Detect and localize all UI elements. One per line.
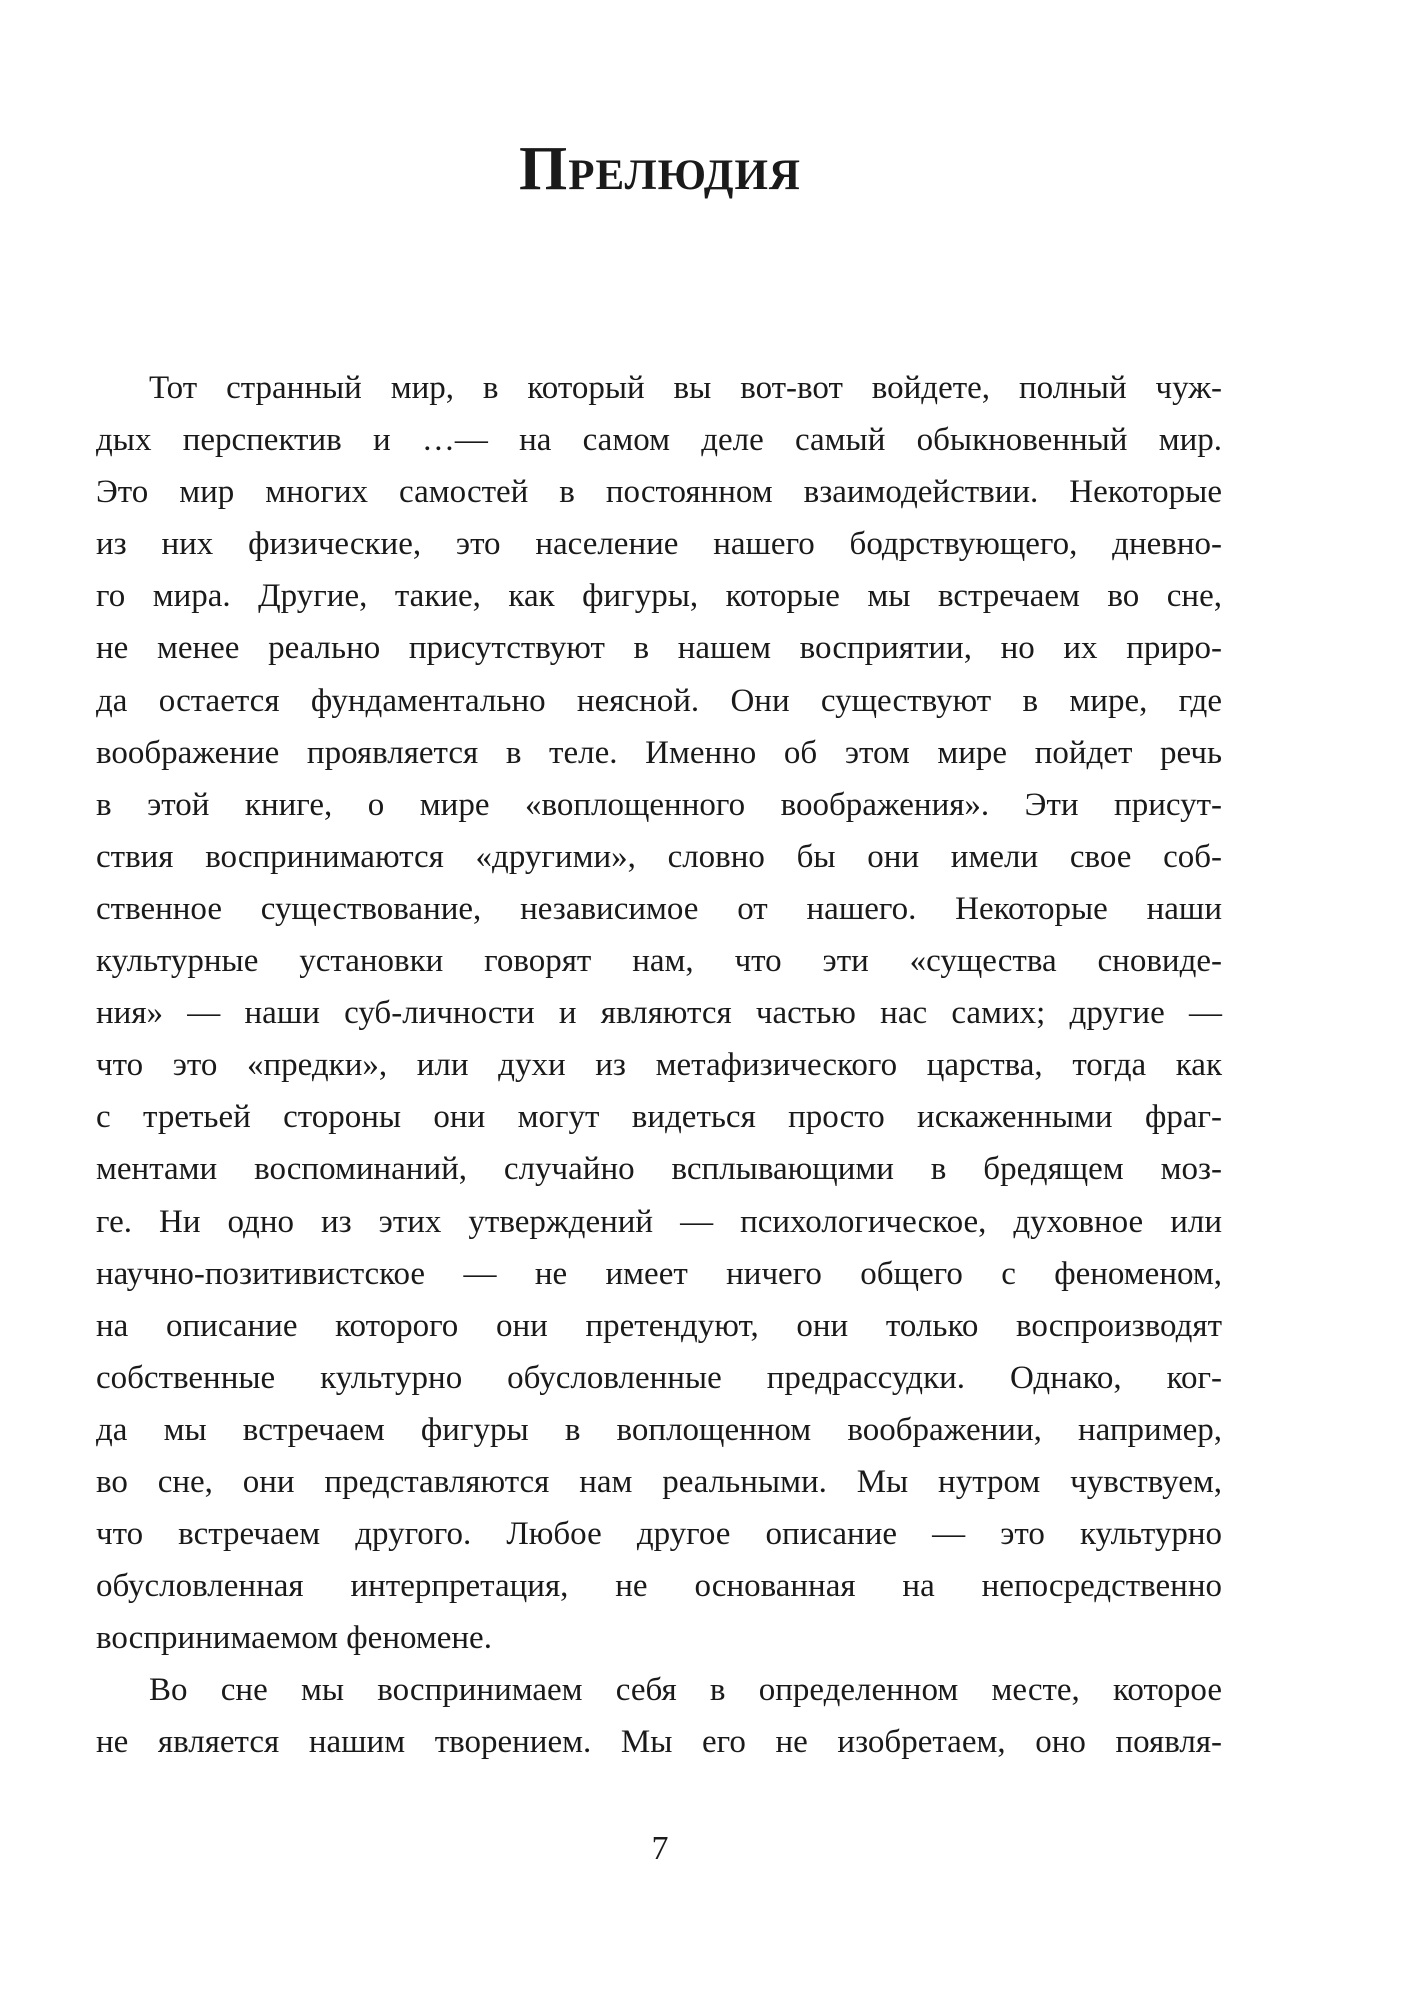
text-line: го мира. Другие, такие, как фигуры, которые мы встречаем во сне, [96, 578, 1222, 615]
text-line: в этой книге, о мире «воплощенного воображения». Эти присут- [96, 786, 1222, 823]
text-line: да мы встречаем фигуры в воплощенном воображении, например, [96, 1411, 1222, 1448]
text-line: Тот странный мир, в который вы вот-вот войдете, полный чуж- [149, 370, 1222, 406]
text-line: собственные культурно обусловленные предрассудки. Однако, ког- [96, 1359, 1222, 1396]
body-text [96, 362, 1222, 1769]
text-line: на описание которого они претендуют, они только воспроизводят [96, 1307, 1222, 1344]
text-line: да остается фундаментально неясной. Они существуют в мире, где [96, 682, 1222, 719]
text-line: во сне, они представляются нам реальными. Мы нутром чувствуем, [96, 1463, 1222, 1500]
text-line: ствия воспринимаются «другими», словно бы они имели свое соб- [96, 838, 1222, 875]
text-line: ге. Ни одно из этих утверждений — психологическое, духовное или [96, 1203, 1222, 1240]
text-line: из них физические, это население нашего бодрствующего, дневно- [96, 526, 1222, 563]
text-line: что это «предки», или духи из метафизического царства, тогда как [96, 1047, 1222, 1084]
text-line: воспринимаемом феномене. [96, 1620, 492, 1657]
text-line: ментами воспоминаний, случайно всплывающими в бредящем моз- [96, 1151, 1222, 1188]
text-line: не является нашим творением. Мы его не изобретаем, оно появля- [96, 1724, 1222, 1761]
text-line: что встречаем другого. Любое другое описание — это культурно [96, 1516, 1222, 1553]
text-line: ния» — наши суб-личности и являются частью нас самих; другие — [96, 995, 1222, 1032]
page-number: 7 [651, 1830, 669, 1867]
text-line: Это мир многих самостей в постоянном взаимодействии. Некоторые [96, 474, 1222, 511]
chapter-title: Прелюдия [519, 135, 801, 203]
paragraph [96, 1664, 1222, 1768]
text-line: ственное существование, независимое от нашего. Некоторые наши [96, 890, 1222, 927]
text-line: научно-позитивистское — не имеет ничего общего с феноменом, [96, 1255, 1222, 1292]
paragraph [96, 362, 1222, 1664]
text-line: с третьей стороны они могут видеться просто искаженными фраг- [96, 1099, 1222, 1136]
text-line: дых перспектив и …— на самом деле самый обыкновенный мир. [96, 422, 1222, 459]
text-line: обусловленная интерпретация, не основанная на непосредственно [96, 1568, 1222, 1605]
text-line: Во сне мы воспринимаем себя в определенном месте, которое [149, 1672, 1222, 1709]
text-line: культурные установки говорят нам, что эти «существа сновиде- [96, 943, 1222, 980]
text-line: воображение проявляется в теле. Именно об этом мире пойдет речь [96, 734, 1222, 771]
text-line: не менее реально присутствуют в нашем восприятии, но их приро- [96, 630, 1222, 667]
